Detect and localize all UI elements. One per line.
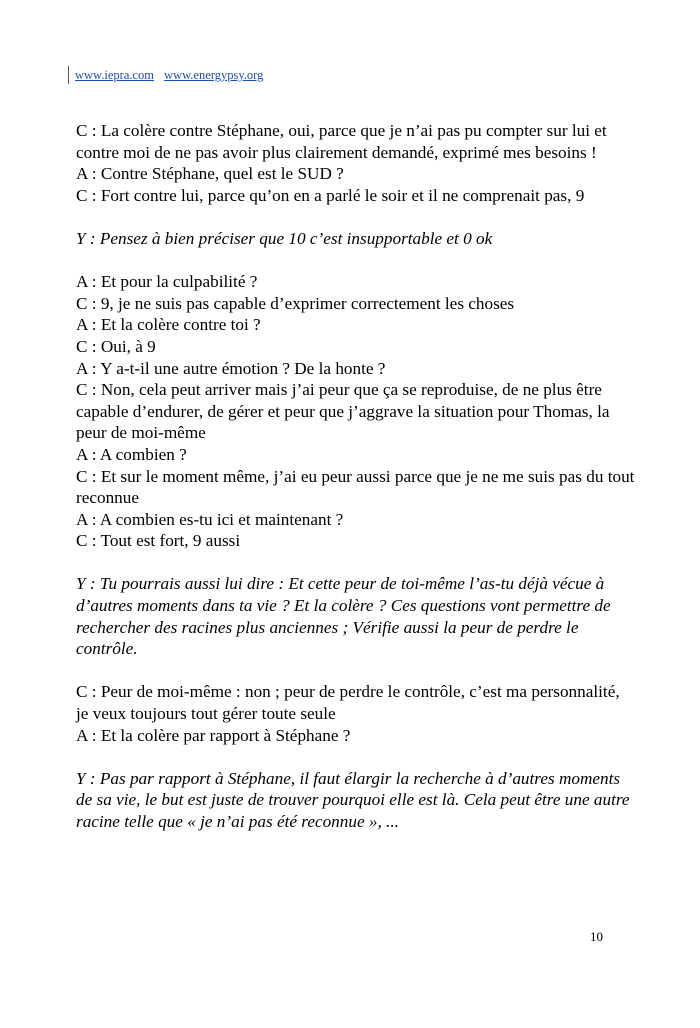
- supervisor-comment: Y : Tu pourrais aussi lui dire : Et cette peur de toi-même l’as-tu déjà vécue à d’autres moments dans ta vie ? Et la colère ? Ces questions vont permettre de rechercher des racines plus anciennes ; Vérifie aussi la peur de perdre le contrôle.: [76, 574, 611, 659]
- paragraph-gap: [76, 660, 636, 682]
- transcript-body: [76, 120, 636, 833]
- paragraph-gap: [76, 552, 636, 574]
- page-number: 10: [590, 929, 603, 944]
- dialogue-line: C : La colère contre Stéphane, oui, parce que je n’ai pas pu compter sur lui et contre moi de ne pas avoir plus clairement demandé, exprimé mes besoins !: [76, 121, 607, 162]
- dialogue-line: C : Tout est fort, 9 aussi: [76, 531, 241, 551]
- iepra-link[interactable]: www.iepra.com: [75, 68, 155, 82]
- page-header: [68, 66, 263, 84]
- energypsy-link[interactable]: www.energypsy.org: [164, 68, 264, 82]
- dialogue-line: C : Fort contre lui, parce qu’on en a parlé le soir et il ne comprenait pas, 9: [76, 185, 585, 205]
- paragraph-gap: [76, 250, 636, 272]
- paragraph-gap: [76, 746, 636, 768]
- dialogue-line: C : Et sur le moment même, j’ai eu peur aussi parce que je ne me suis pas du tout reconnue: [76, 466, 635, 508]
- dialogue-line: C : Oui, à 9: [76, 336, 156, 356]
- dialogue-line: A : Et la colère contre toi ?: [76, 315, 261, 335]
- dialogue-line: A : Y a-t-il une autre émotion ? De la honte ?: [76, 358, 386, 378]
- supervisor-comment: Y : Pas par rapport à Stéphane, il faut élargir la recherche à d’autres moments de sa vie, le but est juste de trouver pourquoi elle est là. Cela peut être une autre racine telle que « je n’ai pas été reconnue », ...: [76, 768, 630, 831]
- dialogue-line: A : Contre Stéphane, quel est le SUD ?: [76, 164, 344, 184]
- supervisor-comment: Y : Pensez à bien préciser que 10 c’est insupportable et 0 ok: [76, 228, 493, 248]
- dialogue-line: C : 9, je ne suis pas capable d’exprimer correctement les choses: [76, 293, 515, 313]
- dialogue-line: C : Peur de moi-même : non ; peur de perdre le contrôle, c’est ma personnalité, je veux toujours tout gérer toute seule: [76, 682, 620, 724]
- dialogue-line: A : Et la colère par rapport à Stéphane ?: [76, 725, 351, 745]
- paragraph-gap: [76, 206, 636, 228]
- dialogue-line: A : A combien ?: [76, 444, 187, 464]
- dialogue-line: A : Et pour la culpabilité ?: [76, 272, 258, 292]
- dialogue-line: C : Non, cela peut arriver mais j’ai peur que ça se reproduise, de ne plus être capable d’endurer, de gérer et peur que j’aggrave la situation pour Thomas, la peur de moi-même: [76, 380, 610, 443]
- dialogue-line: A : A combien es-tu ici et maintenant ?: [76, 509, 344, 529]
